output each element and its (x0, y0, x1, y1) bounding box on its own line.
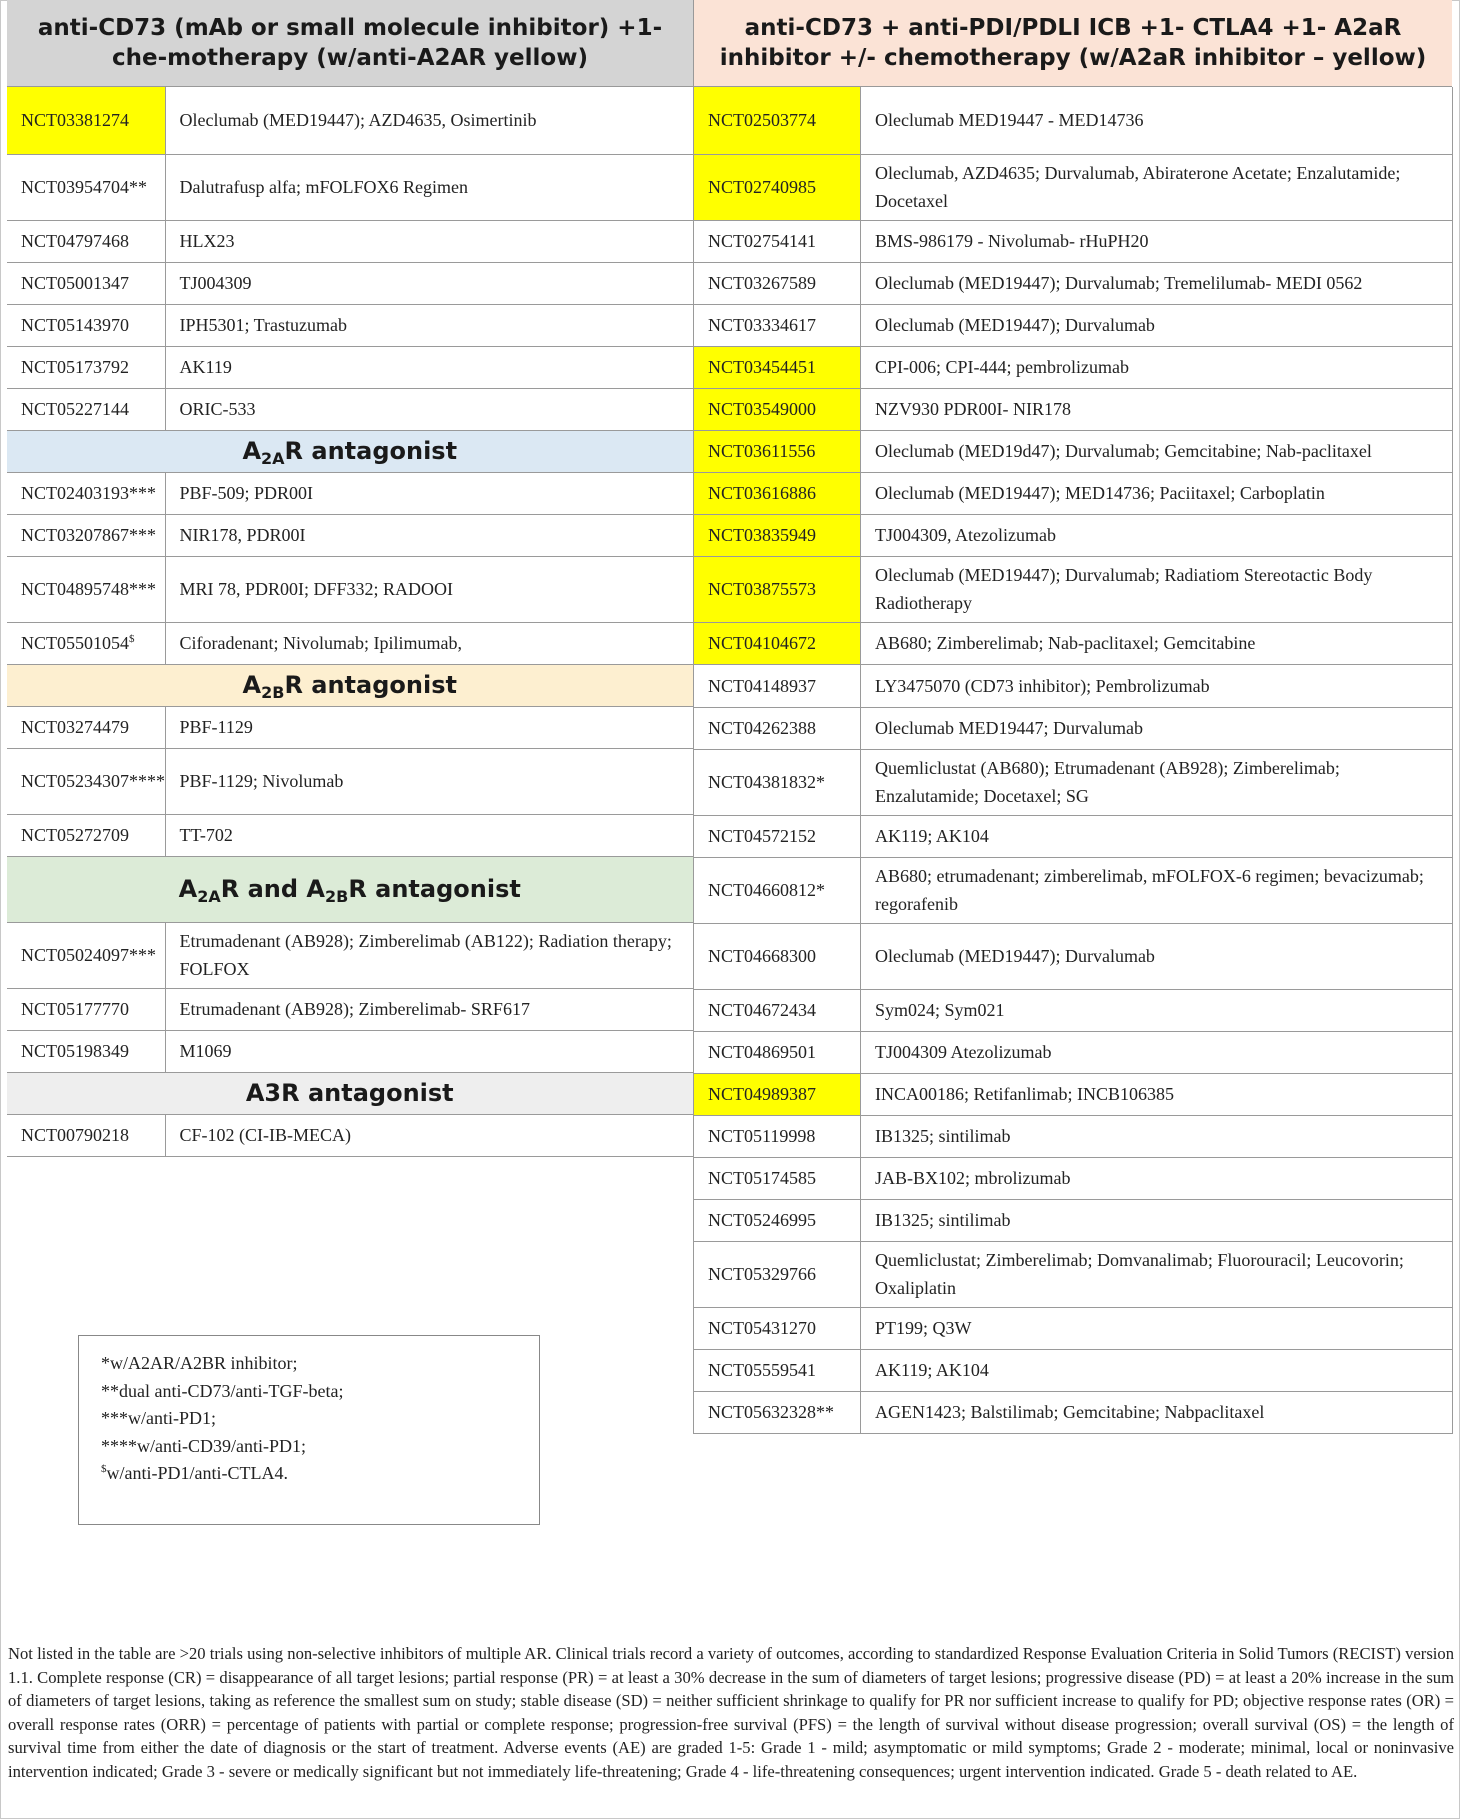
trial-id-cell (7, 622, 165, 664)
drugs-cell: JAB-BX102; mbrolizumab (861, 1157, 1453, 1199)
drugs-cell: Oleclumab (MED19d47); Durvalumab; Gemcitabine; Nab-paclitaxel (861, 430, 1453, 472)
table-row (694, 1199, 1453, 1241)
table-row (694, 1391, 1453, 1433)
drugs-cell: AB680; Zimberelimab; Nab-paclitaxel; Gemcitabine (861, 622, 1453, 664)
drugs-cell: TJ004309 (165, 262, 693, 304)
trial-id: NCT02503774 (708, 110, 816, 131)
drugs-cell: Dalutrafusp alfa; mFOLFOX6 Regimen (165, 154, 693, 220)
drugs-cell: PBF-509; PDR00I (165, 472, 693, 514)
trial-id-cell (694, 430, 861, 472)
trial-id-cell (694, 304, 861, 346)
section-title-part: R antagonist (284, 437, 458, 465)
section-title (7, 430, 693, 472)
trial-id: NCT03954704** (21, 177, 147, 197)
table-row (694, 1157, 1453, 1199)
table-row (7, 706, 693, 748)
trial-id-cell (694, 1115, 861, 1157)
drugs-cell: Etrumadenant (AB928); Zimberelimab (AB122); Radiation therapy; FOLFOX (165, 922, 693, 988)
drugs-cell: NIR178, PDR00I (165, 514, 693, 556)
drugs-cell: Oleclumab MED19447; Durvalumab (861, 707, 1453, 749)
table-row (7, 1030, 693, 1072)
legend-dollar-mark: $ (101, 1463, 107, 1475)
trial-id-cell (7, 154, 165, 220)
trial-id: NCT05632328** (708, 1402, 834, 1422)
table-row (7, 220, 693, 262)
section-title (7, 856, 693, 922)
trial-id-cell (694, 1307, 861, 1349)
table-row (694, 514, 1453, 556)
section-title-part: A (242, 437, 262, 465)
trial-id-cell (694, 262, 861, 304)
trial-id-cell (694, 220, 861, 262)
table-row (694, 430, 1453, 472)
drugs-cell: IPH5301; Trastuzumab (165, 304, 693, 346)
trial-id-cell (694, 707, 861, 749)
section-title-subscript: 2A (261, 449, 285, 468)
drugs-cell: CF-102 (CI-IB-MECA) (165, 1114, 693, 1156)
table-row (7, 1114, 693, 1156)
table-row (7, 154, 693, 220)
trial-id: NCT04381832* (708, 772, 825, 792)
drugs-cell: Ciforadenant; Nivolumab; Ipilimumab, (165, 622, 693, 664)
trial-id: NCT04672434 (708, 1000, 816, 1020)
trial-id: NCT04148937 (708, 675, 816, 696)
table-row (694, 1307, 1453, 1349)
trial-id: NCT04104672 (708, 633, 816, 653)
drugs-cell: NZV930 PDR00I- NIR178 (861, 388, 1453, 430)
table-row (694, 1031, 1453, 1073)
drugs-cell: BMS-986179 - Nivolumab- rHuPH20 (861, 220, 1453, 262)
table-row (694, 707, 1453, 749)
table-row (7, 922, 693, 988)
trial-id: NCT05143970 (21, 315, 129, 335)
section-header-row (7, 430, 693, 472)
trial-id: NCT02754141 (708, 231, 816, 251)
trial-id-cell (7, 706, 165, 748)
trial-id: NCT04989387 (708, 1084, 816, 1104)
trial-id-cell (7, 988, 165, 1030)
trial-id: NCT03616886 (708, 483, 816, 503)
trial-id-cell (694, 1391, 861, 1433)
drugs-cell: Oleclumab MED19447 - MED14736 (861, 87, 1453, 154)
table-row (694, 815, 1453, 857)
section-title-subscript: 2A (197, 887, 221, 906)
legend-line: ****w/anti-CD39/anti-PD1; (101, 1435, 306, 1456)
trial-id: NCT03454451 (708, 357, 816, 377)
drugs-cell: AK119 (165, 346, 693, 388)
drugs-cell: PT199; Q3W (861, 1307, 1453, 1349)
trial-id: NCT04797468 (21, 231, 129, 251)
trial-id: NCT03611556 (708, 441, 816, 461)
table-row (7, 556, 693, 622)
drugs-cell: Quemliclustat; Zimberelimab; Domvanalimab; Fluorouracil; Leucovorin; Oxaliplatin (861, 1241, 1453, 1307)
table-row (694, 1349, 1453, 1391)
table-row (694, 622, 1453, 664)
trial-id-cell (7, 748, 165, 814)
table-row (694, 1073, 1453, 1115)
drugs-cell: AK119; AK104 (861, 1349, 1453, 1391)
trial-id-cell (7, 388, 165, 430)
table-row (694, 664, 1453, 707)
table-row (7, 304, 693, 346)
drugs-cell: PBF-1129 (165, 706, 693, 748)
table-footnote: Not listed in the table are >20 trials using non-selective inhibitors of multiple AR. Clinical trials record a variety of outcomes, according to standardized Response Evaluation Criteria in Solid Tumors (RECIST) version 1.1. Complete response (CR) = disappearance of all target lesions; partial response (PR) = at least a 30% decrease in the sum of diameters of target lesions; progressive disease (PD) = at least a 20% increase in the sum of diameters of target lesions, taking as reference the smallest sum on study; stable disease (SD) = neither sufficient shrinkage to qualify for PR nor sufficient increase to qualify for PD; objective response rates (OR) = overall response rates (ORR) = percentage of patients with partial or complete response; progression-free survival (PFS) = the length of survival without disease progression; overall survival (OS) = the length of survival time from either the date of diagnosis or the start of treatment. Adverse events (AE) are graded 1-5: Grade 1 - mild; asymptomatic or mild symptoms; Grade 2 - moderate; minimal, local or noninvasive intervention indicated; Grade 3 - severe or medically significant but not immediately life-threatening; Grade 4 - life-threatening consequences; urgent intervention indicated. Grade 5 - death related to AE. (8, 1644, 1454, 1781)
drugs-cell: CPI-006; CPI-444; pembrolizumab (861, 346, 1453, 388)
table-row (694, 989, 1453, 1031)
drugs-cell: TJ004309, Atezolizumab (861, 514, 1453, 556)
drugs-cell: IB1325; sintilimab (861, 1115, 1453, 1157)
drugs-cell: Oleclumab (MED19447); AZD4635, Osimertinib (165, 87, 693, 154)
trial-id: NCT05198349 (21, 1041, 129, 1061)
legend-line (101, 1460, 517, 1488)
trial-id-cell (694, 622, 861, 664)
section-title-subscript: 2B (261, 683, 285, 702)
trial-id-cell (694, 989, 861, 1031)
table-row (694, 262, 1453, 304)
table-row (694, 923, 1453, 989)
trial-id-cell (694, 1157, 861, 1199)
table-row (7, 346, 693, 388)
trial-id: NCT05173792 (21, 357, 129, 377)
drugs-cell: AGEN1423; Balstilimab; Gemcitabine; Nabpaclitaxel (861, 1391, 1453, 1433)
trial-id-cell (7, 556, 165, 622)
table-row (7, 814, 693, 856)
table-row (694, 87, 1453, 154)
table-row (7, 87, 693, 154)
trial-id: NCT05174585 (708, 1168, 816, 1188)
table-row (694, 220, 1453, 262)
trial-id: NCT05001347 (21, 273, 129, 293)
section-header-row (7, 856, 693, 922)
table-row (694, 388, 1453, 430)
trial-id: NCT03381274 (21, 110, 129, 131)
trial-id-cell (694, 923, 861, 989)
trial-id: NCT04572152 (708, 826, 816, 846)
trial-id: NCT05234307**** (21, 771, 165, 791)
section-title-subscript: 2B (324, 887, 349, 906)
left-column-header: anti-CD73 (mAb or small molecule inhibitor) +1- che-motherapy (w/anti-A2AR yellow) (7, 0, 693, 87)
trial-id: NCT05024097*** (21, 945, 156, 965)
trial-id-cell (694, 1241, 861, 1307)
trial-id: NCT03835949 (708, 525, 816, 545)
trial-id: NCT04660812* (708, 880, 825, 900)
trial-id-cell (694, 857, 861, 923)
drugs-cell: PBF-1129; Nivolumab (165, 748, 693, 814)
trial-id-cell (694, 346, 861, 388)
trial-id-cell (694, 87, 861, 154)
trial-id: NCT04262388 (708, 718, 816, 738)
trial-id-cell (694, 472, 861, 514)
drugs-cell: HLX23 (165, 220, 693, 262)
drugs-cell: TT-702 (165, 814, 693, 856)
legend-line: **dual anti-CD73/anti-TGF-beta; (101, 1380, 344, 1401)
trial-id: NCT04668300 (708, 946, 816, 966)
table-row (7, 622, 693, 664)
table-row (7, 388, 693, 430)
trial-id: NCT02740985 (708, 177, 816, 197)
trial-id: NCT05272709 (21, 825, 129, 845)
drugs-cell: IB1325; sintilimab (861, 1199, 1453, 1241)
table-row (694, 1115, 1453, 1157)
drugs-cell: M1069 (165, 1030, 693, 1072)
drugs-cell: ORIC-533 (165, 388, 693, 430)
trial-id-cell (7, 346, 165, 388)
drugs-cell: Oleclumab (MED19447); Durvalumab (861, 923, 1453, 989)
trial-id: NCT05119998 (708, 1126, 816, 1146)
drugs-cell: MRI 78, PDR00I; DFF332; RADOOI (165, 556, 693, 622)
drugs-cell: TJ004309 Atezolizumab (861, 1031, 1453, 1073)
trial-id: NCT03207867*** (21, 525, 156, 545)
table-row (7, 262, 693, 304)
drugs-cell: INCA00186; Retifanlimab; INCB106385 (861, 1073, 1453, 1115)
drugs-cell: Oleclumab (MED19447); MED14736; Paciitaxel; Carboplatin (861, 472, 1453, 514)
drugs-cell: Sym024; Sym021 (861, 989, 1453, 1031)
trial-id: NCT04895748*** (21, 579, 156, 599)
legend-line: *w/A2AR/A2BR inhibitor; (101, 1353, 298, 1373)
drugs-cell: Quemliclustat (AB680); Etrumadenant (AB928); Zimberelimab; Enzalutamide; Docetaxel; SG (861, 749, 1453, 815)
table-row (694, 304, 1453, 346)
trial-id-cell (694, 749, 861, 815)
trial-id: NCT05329766 (708, 1264, 816, 1284)
section-header-row (7, 1072, 693, 1114)
section-title-part: R antagonist (284, 671, 457, 699)
trial-id: NCT02403193*** (21, 483, 156, 503)
table-row (694, 749, 1453, 815)
trial-id-cell (7, 922, 165, 988)
right-trials-table (693, 87, 1453, 1434)
table-row (7, 988, 693, 1030)
trial-id: NCT04869501 (708, 1042, 816, 1062)
drugs-cell: Oleclumab (MED19447); Durvalumab (861, 304, 1453, 346)
right-column-header: anti-CD73 + anti-PDI/PDLI ICB +1- CTLA4 +1- A2aR inhibitor +/- chemotherapy (w/A2aR inhibitor – yellow) (693, 0, 1452, 87)
drugs-cell: AB680; etrumadenant; zimberelimab, mFOLFOX-6 regimen; bevacizumab; regorafenib (861, 857, 1453, 923)
trial-id-cell (694, 1031, 861, 1073)
legend-line: ***w/anti-PD1; (101, 1408, 216, 1428)
section-header-row (7, 664, 693, 706)
trial-id-cell (694, 514, 861, 556)
trial-id-cell (694, 1349, 861, 1391)
trial-id-cell (694, 556, 861, 622)
trial-id: NCT03549000 (708, 399, 816, 419)
section-title-part: R antagonist (348, 875, 521, 903)
drugs-cell: Oleclumab, AZD4635; Durvalumab, Abiraterone Acetate; Enzalutamide; Docetaxel (861, 154, 1453, 220)
trial-id-cell (7, 304, 165, 346)
trial-id-cell (7, 262, 165, 304)
trial-id-cell (694, 154, 861, 220)
trial-id: NCT03267589 (708, 273, 816, 293)
drugs-cell: LY3475070 (CD73 inhibitor); Pembrolizumab (861, 664, 1453, 707)
trial-id-cell (7, 1114, 165, 1156)
table-row (694, 857, 1453, 923)
table-row (7, 472, 693, 514)
section-title (7, 1072, 693, 1114)
left-trials-table (7, 87, 694, 1157)
trial-id: NCT05246995 (708, 1210, 816, 1230)
legend-box (78, 1335, 540, 1525)
trial-id: NCT05559541 (708, 1360, 816, 1380)
table-row (694, 1241, 1453, 1307)
section-title (7, 664, 693, 706)
trial-id: NCT03334617 (708, 315, 816, 335)
legend-line-text: w/anti-PD1/anti-CTLA4. (106, 1463, 288, 1483)
table-row (694, 154, 1453, 220)
trial-id-cell (694, 664, 861, 707)
trial-id-mark: $ (129, 633, 135, 645)
trial-id-cell (694, 388, 861, 430)
table-row (694, 346, 1453, 388)
section-title-part: A (178, 875, 198, 903)
trial-id: NCT03274479 (21, 717, 129, 737)
drugs-cell: AK119; AK104 (861, 815, 1453, 857)
trial-id-cell (7, 514, 165, 556)
trial-id: NCT00790218 (21, 1125, 129, 1145)
section-title-part: A (242, 671, 262, 699)
trial-id: NCT05501054 (21, 633, 129, 653)
trial-id: NCT03875573 (708, 579, 816, 599)
trial-id-cell (694, 1199, 861, 1241)
table-row (7, 514, 693, 556)
drugs-cell: Oleclumab (MED19447); Durvalumab; Radiatiom Stereotactic Body Radiotherapy (861, 556, 1453, 622)
drugs-cell: Etrumadenant (AB928); Zimberelimab- SRF617 (165, 988, 693, 1030)
trial-id-cell (7, 472, 165, 514)
trial-id-cell (7, 87, 165, 154)
trial-id: NCT05431270 (708, 1318, 816, 1338)
drugs-cell: Oleclumab (MED19447); Durvalumab; Tremelilumab- MEDI 0562 (861, 262, 1453, 304)
trial-id: NCT05177770 (21, 999, 129, 1019)
trial-id-cell (7, 1030, 165, 1072)
trial-id-cell (7, 220, 165, 262)
table-row (7, 748, 693, 814)
trial-id-cell (7, 814, 165, 856)
table-row (694, 472, 1453, 514)
trial-id-cell (694, 1073, 861, 1115)
trial-id-cell (694, 815, 861, 857)
trial-id: NCT05227144 (21, 399, 129, 419)
table-row (694, 556, 1453, 622)
section-title-part: R and A (220, 875, 325, 903)
section-title-part: A3R antagonist (245, 1079, 454, 1107)
